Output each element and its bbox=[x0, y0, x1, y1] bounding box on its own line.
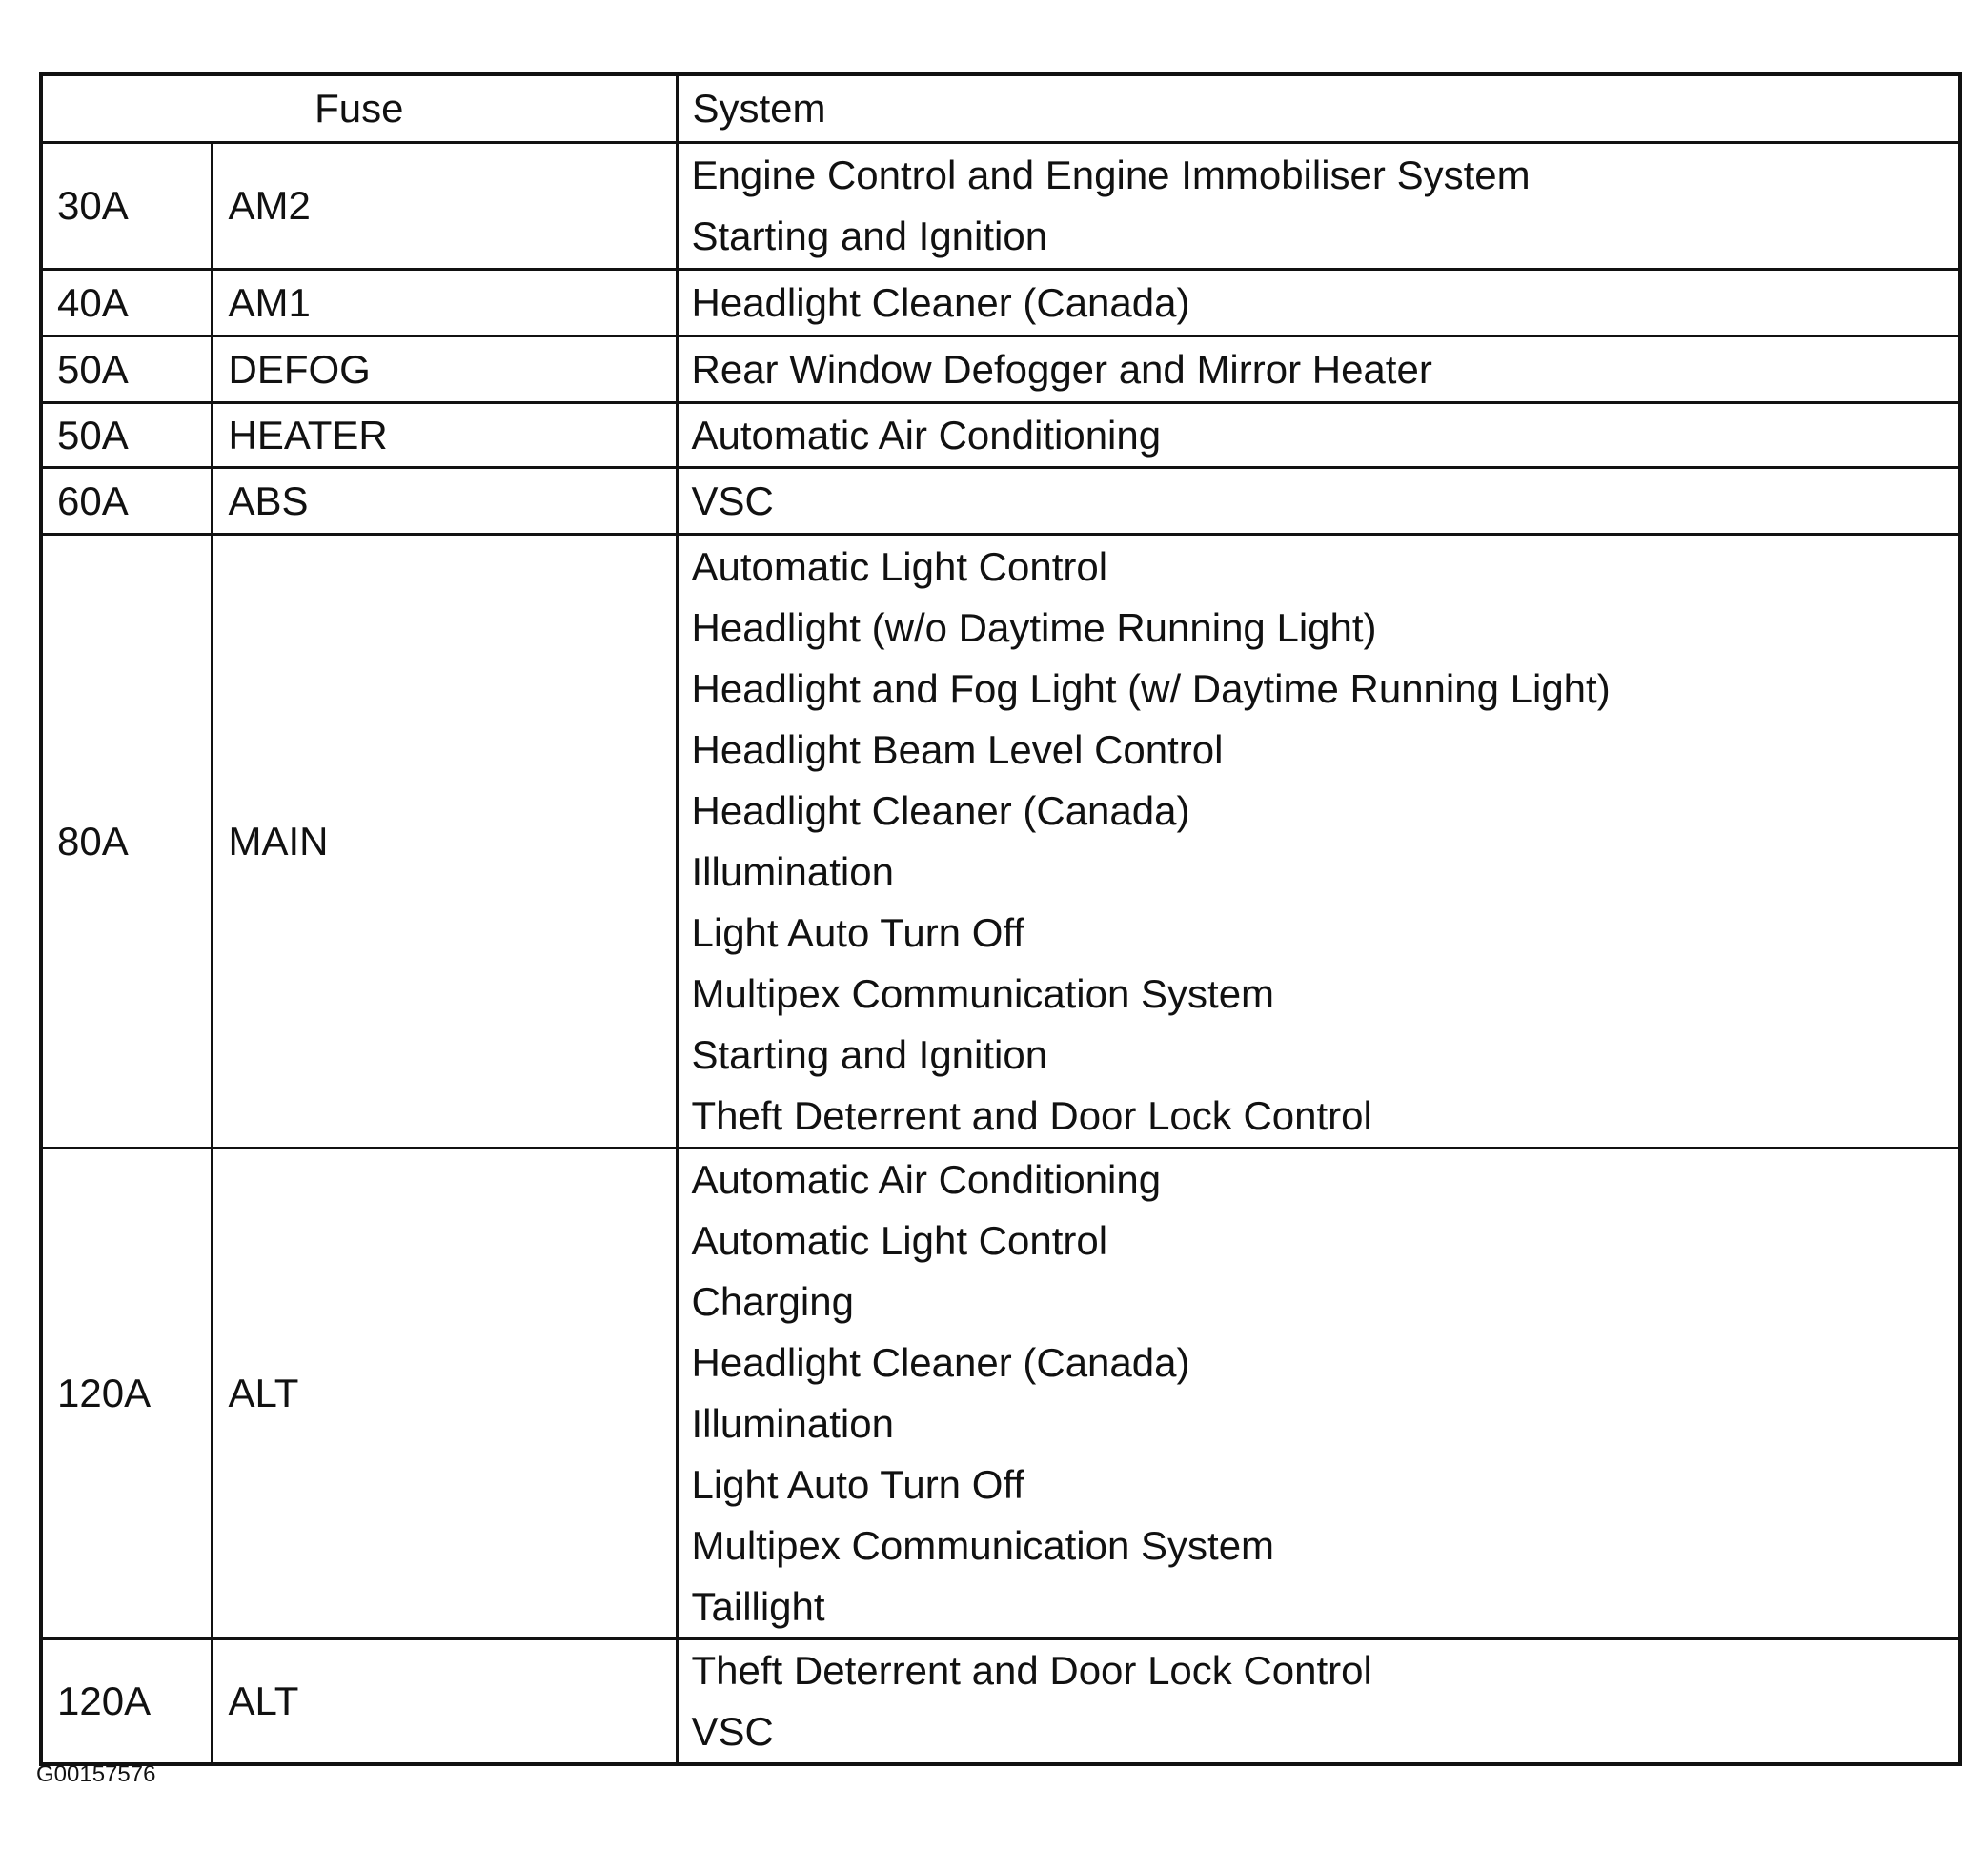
system-item: VSC bbox=[691, 1709, 774, 1754]
system-item: Illumination bbox=[691, 848, 894, 894]
fuse-name: DEFOG bbox=[212, 336, 677, 403]
system-item: Light Auto Turn Off bbox=[691, 909, 1024, 955]
fuse-name: AM1 bbox=[212, 270, 677, 336]
system-item: Rear Window Defogger and Mirror Heater bbox=[691, 346, 1432, 392]
table-row bbox=[41, 1639, 1960, 1765]
table-row bbox=[41, 535, 1960, 1149]
fuse-name: HEATER bbox=[212, 403, 677, 468]
system-item: Starting and Ignition bbox=[691, 1031, 1048, 1077]
table-row bbox=[41, 1149, 1960, 1639]
system-item: Engine Control and Engine Immobiliser System bbox=[691, 153, 1531, 197]
system-list bbox=[677, 403, 1960, 468]
fuse-amperage: 120A bbox=[41, 1149, 212, 1639]
system-list bbox=[677, 270, 1960, 336]
system-list bbox=[677, 143, 1960, 270]
table-row bbox=[41, 468, 1960, 535]
system-list bbox=[677, 468, 1960, 535]
fuse-amperage: 50A bbox=[41, 336, 212, 403]
system-item: Multipex Communication System bbox=[691, 1523, 1275, 1568]
system-list bbox=[677, 535, 1960, 1149]
system-item: Headlight Cleaner (Canada) bbox=[691, 787, 1190, 833]
system-column-header: System bbox=[677, 74, 1960, 143]
system-item: Automatic Air Conditioning bbox=[691, 1157, 1162, 1202]
system-item: Automatic Light Control bbox=[691, 543, 1108, 589]
system-item: Theft Deterrent and Door Lock Control bbox=[691, 1092, 1372, 1138]
fuse-column-header: Fuse bbox=[41, 74, 677, 143]
system-item: Automatic Light Control bbox=[691, 1218, 1108, 1263]
table-row bbox=[41, 143, 1960, 270]
system-item: Light Auto Turn Off bbox=[691, 1462, 1024, 1507]
system-item: Multipex Communication System bbox=[691, 970, 1275, 1016]
system-item: Starting and Ignition bbox=[691, 214, 1048, 258]
system-item: Headlight Cleaner (Canada) bbox=[691, 279, 1190, 325]
system-item: Headlight (w/o Daytime Running Light) bbox=[691, 604, 1377, 650]
table-row bbox=[41, 403, 1960, 468]
system-list bbox=[677, 1639, 1960, 1765]
system-item: Automatic Air Conditioning bbox=[691, 412, 1162, 458]
system-item: Theft Deterrent and Door Lock Control bbox=[691, 1648, 1372, 1693]
system-item: Taillight bbox=[691, 1584, 825, 1629]
fuse-table-body bbox=[41, 143, 1960, 1765]
fuse-name: AM2 bbox=[212, 143, 677, 270]
fuse-amperage: 60A bbox=[41, 468, 212, 535]
table-row bbox=[41, 270, 1960, 336]
figure-id: G00157576 bbox=[36, 1761, 156, 1787]
fuse-table bbox=[39, 72, 1962, 1766]
fuse-amperage: 30A bbox=[41, 143, 212, 270]
table-row bbox=[41, 336, 1960, 403]
fuse-amperage: 40A bbox=[41, 270, 212, 336]
system-list bbox=[677, 1149, 1960, 1639]
system-list bbox=[677, 336, 1960, 403]
fuse-name: MAIN bbox=[212, 535, 677, 1149]
system-item: Headlight Beam Level Control bbox=[691, 726, 1224, 772]
system-item: VSC bbox=[691, 478, 774, 523]
system-item: Charging bbox=[691, 1279, 854, 1324]
fuse-amperage: 50A bbox=[41, 403, 212, 468]
fuse-amperage: 80A bbox=[41, 535, 212, 1149]
fuse-amperage: 120A bbox=[41, 1639, 212, 1765]
system-item: Headlight and Fog Light (w/ Daytime Running Light) bbox=[691, 665, 1611, 711]
header-row bbox=[41, 74, 1960, 143]
system-item: Headlight Cleaner (Canada) bbox=[691, 1340, 1190, 1385]
system-item: Illumination bbox=[691, 1401, 894, 1446]
fuse-name: ALT bbox=[212, 1149, 677, 1639]
fuse-name: ABS bbox=[212, 468, 677, 535]
fuse-name: ALT bbox=[212, 1639, 677, 1765]
